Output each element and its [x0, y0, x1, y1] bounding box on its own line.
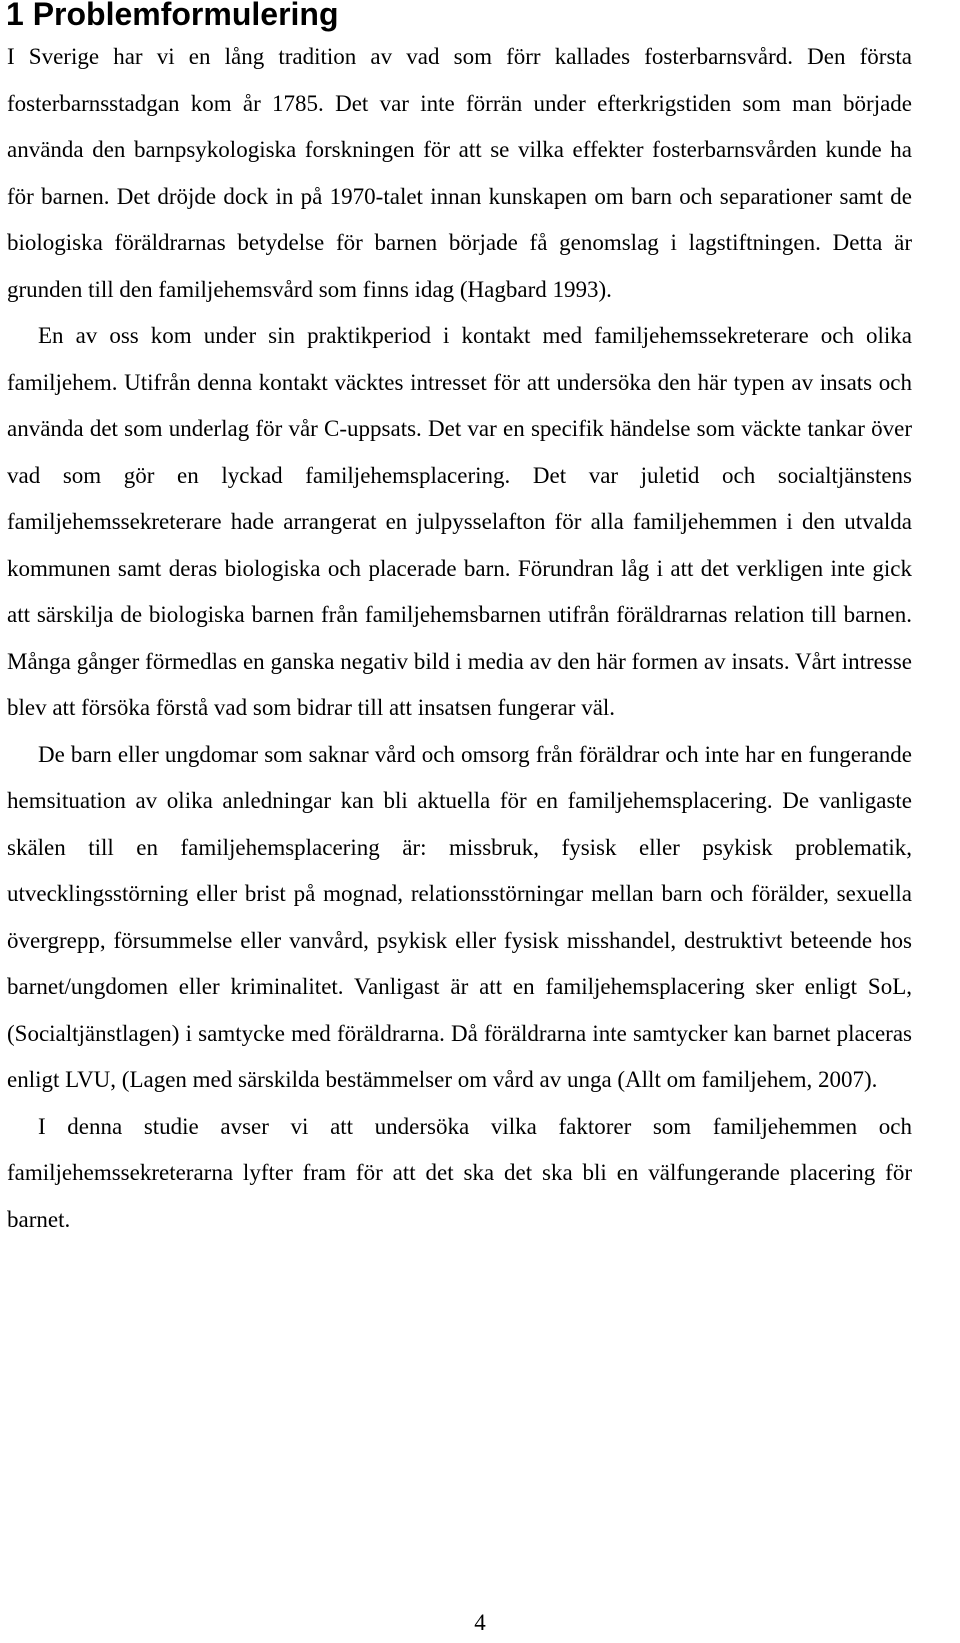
paragraph-3: De barn eller ungdomar som saknar vård och omsorg från föräldrar och inte har en fungerande hemsituation av olika anledningar kan bli aktuella för en familjehemsplacering. De vanligaste skälen till en familjehemsplacering är: missbruk, fysisk eller psykisk problematik, utvecklingsstörning eller brist på mognad, relationsstörningar mellan barn och förälder, sexuella övergrepp, försummelse eller vanvård, psykisk eller fysisk misshandel, destruktivt beteende hos barnet/ungdomen eller kriminalitet. Vanligast är att en familjehemsplacering sker enligt SoL, (Socialtjänstlagen) i samtycke med föräldrarna. Då föräldrarna inte samtycker kan barnet placeras enligt LVU, (Lagen med särskilda bestämmelser om vård av unga (Allt om familjehem, 2007). [7, 741, 912, 1092]
paragraph-1: I Sverige har vi en lång tradition av vad som förr kallades fosterbarnsvård. Den första fosterbarnsstadgan kom år 1785. Det var inte förrän under efterkrigstiden som man började använda den barnpsykologiska forskningen för att se vilka effekter fosterbarnsvården kunde ha för barnen. Det dröjde dock in på 1970-talet innan kunskapen om barn och separationer samt de biologiska föräldrarnas betydelse för barnen började få genomslag i lagstiftningen. Detta är grunden till den familjehemsvård som finns idag (Hagbard 1993). [7, 44, 912, 302]
body-text [7, 34, 912, 1243]
section-heading: 1 Problemformulering [6, 0, 339, 32]
page-number: 4 [474, 1610, 486, 1635]
paragraph-4: I denna studie avser vi att undersöka vilka faktorer som familjehemmen och familjehemssekreterarna lyfter fram för att det ska det ska bli en välfungerande placering för barnet. [7, 1113, 912, 1232]
paragraph-2: En av oss kom under sin praktikperiod i kontakt med familjehemssekreterare och olika familjehem. Utifrån denna kontakt väcktes intresset för att undersöka den här typen av insats och använda det som underlag för vår C-uppsats. Det var en specifik händelse som väckte tankar över vad som gör en lyckad familjehemsplacering. Det var juletid och socialtjänstens familjehemssekreterare hade arrangerat en julpysselafton för alla familjehemmen i den utvalda kommunen samt deras biologiska och placerade barn. Förundran låg i att det verkligen inte gick att särskilja de biologiska barnen från familjehemsbarnen utifrån föräldrarnas relation till barnen. Många gånger förmedlas en ganska negativ bild i media av den här formen av insats. Vårt intresse blev att försöka förstå vad som bidrar till att insatsen fungerar väl. [7, 323, 912, 720]
